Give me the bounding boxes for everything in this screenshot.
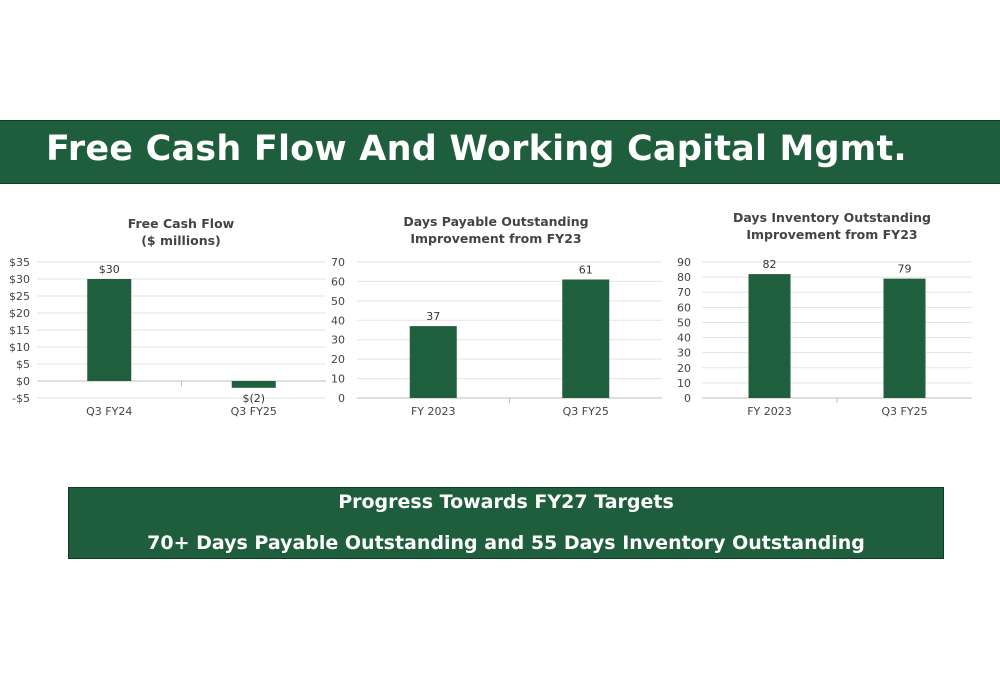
y-tick-label: $35: [9, 256, 30, 269]
y-tick-label: $10: [9, 341, 30, 354]
y-tick-label: 40: [677, 331, 691, 345]
bar: [884, 279, 926, 398]
targets-banner: [68, 487, 944, 559]
y-tick-label: 20: [677, 361, 691, 375]
y-tick-label: 70: [331, 256, 345, 269]
y-tick-label: 70: [677, 286, 691, 300]
chart-title-line: Improvement from FY23: [746, 227, 918, 242]
y-tick-label: 80: [677, 271, 691, 285]
chart-3: [677, 210, 972, 418]
y-tick-label: 30: [331, 333, 345, 347]
chart-title-line: Days Inventory Outstanding: [733, 210, 931, 225]
data-label: $30: [98, 263, 120, 276]
bar: [562, 279, 609, 398]
x-category-label: FY 2023: [410, 405, 456, 418]
y-tick-label: 20: [331, 353, 345, 367]
x-category-label: Q3 FY25: [881, 405, 928, 418]
x-category-label: Q3 FY24: [86, 405, 133, 418]
y-tick-label: 10: [677, 376, 691, 390]
y-tick-label: 50: [677, 316, 691, 330]
chart-title-line: Days Payable Outstanding: [403, 214, 589, 229]
chart-title-line: Free Cash Flow: [127, 216, 235, 231]
y-tick-label: 0: [684, 392, 691, 405]
y-tick-label: 10: [331, 372, 345, 386]
x-category-label: Q3 FY25: [230, 405, 277, 418]
data-label: 82: [762, 258, 777, 272]
x-category-label: FY 2023: [747, 405, 792, 418]
y-tick-label: $0: [16, 375, 30, 388]
data-label: 37: [426, 310, 441, 324]
page-title: Free Cash Flow And Working Capital Mgmt.: [46, 129, 907, 169]
data-label: 79: [897, 262, 912, 276]
y-tick-label: $30: [9, 273, 30, 286]
y-tick-label: $20: [9, 307, 30, 320]
chart-2: [331, 214, 662, 418]
y-tick-label: 50: [331, 294, 345, 308]
y-tick-label: -$5: [12, 392, 30, 405]
y-tick-label: 60: [331, 275, 345, 289]
y-tick-label: 90: [677, 256, 691, 269]
targets-detail: 70+ Days Payable Outstanding and 55 Days Inventory Outstanding: [147, 532, 865, 554]
y-tick-label: $5: [16, 358, 30, 371]
y-tick-label: 40: [331, 314, 345, 328]
bar: [87, 279, 131, 381]
bar: [232, 381, 276, 388]
targets-heading: Progress Towards FY27 Targets: [338, 491, 674, 513]
chart-title-line: Improvement from FY23: [410, 231, 582, 246]
y-tick-label: $15: [9, 324, 30, 337]
bar: [410, 326, 457, 398]
data-label: $(2): [242, 391, 266, 405]
chart-title-line: ($ millions): [141, 233, 221, 248]
x-category-label: Q3 FY25: [562, 405, 609, 418]
data-label: 61: [578, 263, 593, 277]
chart-1: [9, 216, 326, 418]
bar: [749, 274, 791, 398]
y-tick-label: 0: [338, 392, 345, 405]
y-tick-label: 30: [677, 346, 691, 360]
y-tick-label: $25: [9, 290, 30, 303]
y-tick-label: 60: [677, 301, 691, 315]
